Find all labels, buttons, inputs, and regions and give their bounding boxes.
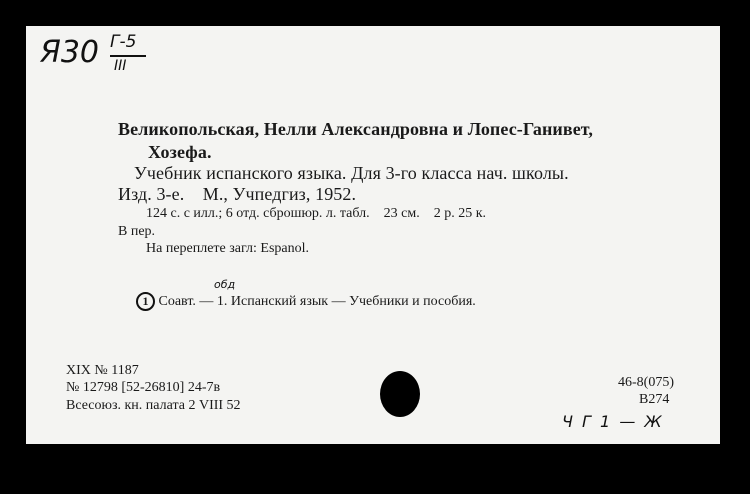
footer-line-3: Всесоюз. кн. палата 2 VIII 52 (66, 398, 241, 413)
handwritten-fraction-top: Г-5 (110, 32, 137, 52)
footer-line-2: № 12798 [52-26810] 24-7в (66, 380, 221, 395)
author-heading-continued: Хозефа. (148, 142, 212, 162)
book-title: Учебник испанского языка. Для 3-го класса нач. школы. (134, 163, 569, 183)
tracing-text: — 1. Испанский язык — Учебники и пособия. (199, 294, 476, 309)
footer-line-1: XIX № 1187 (66, 363, 139, 378)
imprint: Изд. 3-е. М., Учпедгиз, 1952. (118, 184, 357, 204)
handwritten-fraction-bottom: III (114, 58, 127, 74)
catalog-card (26, 26, 720, 444)
tracing (136, 292, 476, 311)
binding-note: В пер. (118, 224, 156, 239)
author-mark: В274 (639, 392, 670, 407)
tracing-prefix: Соавт. (158, 294, 196, 309)
collation: 124 с. с илл.; 6 отд. сброшюр. л. табл. 23 см. 2 р. 25 к. (146, 206, 487, 221)
tracing-number: 1 (136, 292, 155, 311)
class-number: 46-8(075) (618, 375, 674, 390)
handwritten-stamp: Ч Г 1 — Ж (562, 412, 664, 431)
handwritten-call-number: Я30 (40, 35, 100, 70)
punch-hole (380, 371, 420, 417)
fraction-line (110, 55, 146, 57)
author-heading: Великопольская, Нелли Александровна и Лопес-Ганивет, (118, 119, 593, 139)
handwritten-tracing-note: обд (214, 278, 236, 291)
cover-title-note: На переплете загл: Espanol. (146, 241, 310, 256)
